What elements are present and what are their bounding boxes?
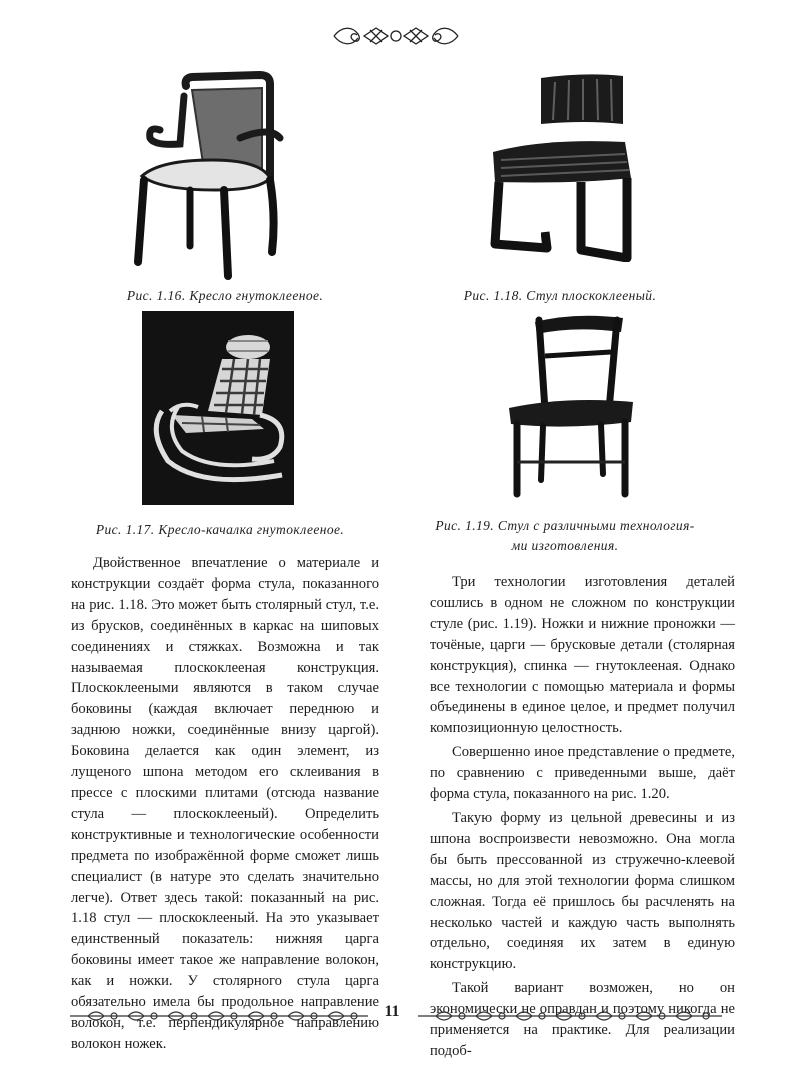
footer-ornament-left (68, 1006, 370, 1026)
caption-fig-1-19 (400, 516, 730, 556)
rocking-chair-photo (142, 311, 294, 505)
paragraph: Совершенно иное представление о предмете, по сравнению с приведенными выше, даёт форма стула, показанного на рис. 1.20. (430, 744, 735, 803)
paragraph: Три технологии изготовления деталей сошлись в одном не сложном по конструкции стуле (рис. 1.19). Ножки и нижние проножки — точёные, царги — брусковые детали (столярная конструкция), спинка — гнутоклееная. Однако все технологии с помощью материала и формы объединены в единое целое, и предмет получил композиционную целостность. (430, 574, 735, 737)
top-ornament (330, 22, 462, 50)
footer-ornament-right (416, 1006, 726, 1026)
paragraph: Двойственное впечатление о материале и конструкции создаёт форма стула, показанного на рис. 1.18. Это может быть столярный стул, т.е. из брусков, соединённых в каркас на шиповых соединениях и стяжках. Возможна и так называемая плоскоклееная конструкция. Плоскоклееными являются в таком случае боковины (каждая включает переднюю и заднюю ножки, соединённые внизу царгой). Боковина делается как один элемент, из лущеного шпона методом его склеивания в прессе с плоскими плитами (отсюда название стула — плоскоклееный). Определить конструктивные и технологические особенности предмета по изображённой форме сможет лишь специалист (в натуре это сделать значительно легче). Ответ здесь такой: показанный на рис. 1.18 стул — плоскоклееный. На это указывает единственный показатель: нижняя царга боковины имеет такое же направление волокон, как и ножки. У столярного стула царга обязательно имела бы продольное направление волокон, т.е. перпендикулярное направлению волокон ножек. (71, 555, 379, 1052)
caption-fig-1-19-line1: Рис. 1.19. Стул с различными технология- (435, 518, 695, 533)
armchair-bent-glued-photo (120, 66, 290, 281)
chair-mixed-technology-photo (505, 312, 635, 500)
chair-flat-glued-photo (485, 72, 637, 262)
caption-fig-1-18: Рис. 1.18. Стул плоскоклееный. (463, 288, 657, 303)
caption-fig-1-16: Рис. 1.16. Кресло гнутоклееное. (126, 288, 324, 303)
text-column-right (430, 572, 735, 1062)
text-column-left (71, 553, 379, 1055)
page-number: 11 (384, 1003, 400, 1020)
caption-fig-1-17: Рис. 1.17. Кресло-качалка гнутоклееное. (95, 522, 345, 537)
paragraph: Такой вариант возможен, но он экономически не оправдан и поэтому никогда не применяется на практике. Для реализации подоб- (430, 980, 735, 1059)
paragraph: Такую форму из цельной древесины и из шпона воспроизвести невозможно. Она могла бы быть прессованной из стружечно-клеевой массы, но для этой технологии форма слишком сложная. Тогда её пришлось бы расчленять на несколько частей и каждую часть выполнять отдельно, соединяя их затем в единую конструкцию. (430, 809, 735, 973)
caption-fig-1-19-line2: ми изготовления. (511, 538, 619, 553)
